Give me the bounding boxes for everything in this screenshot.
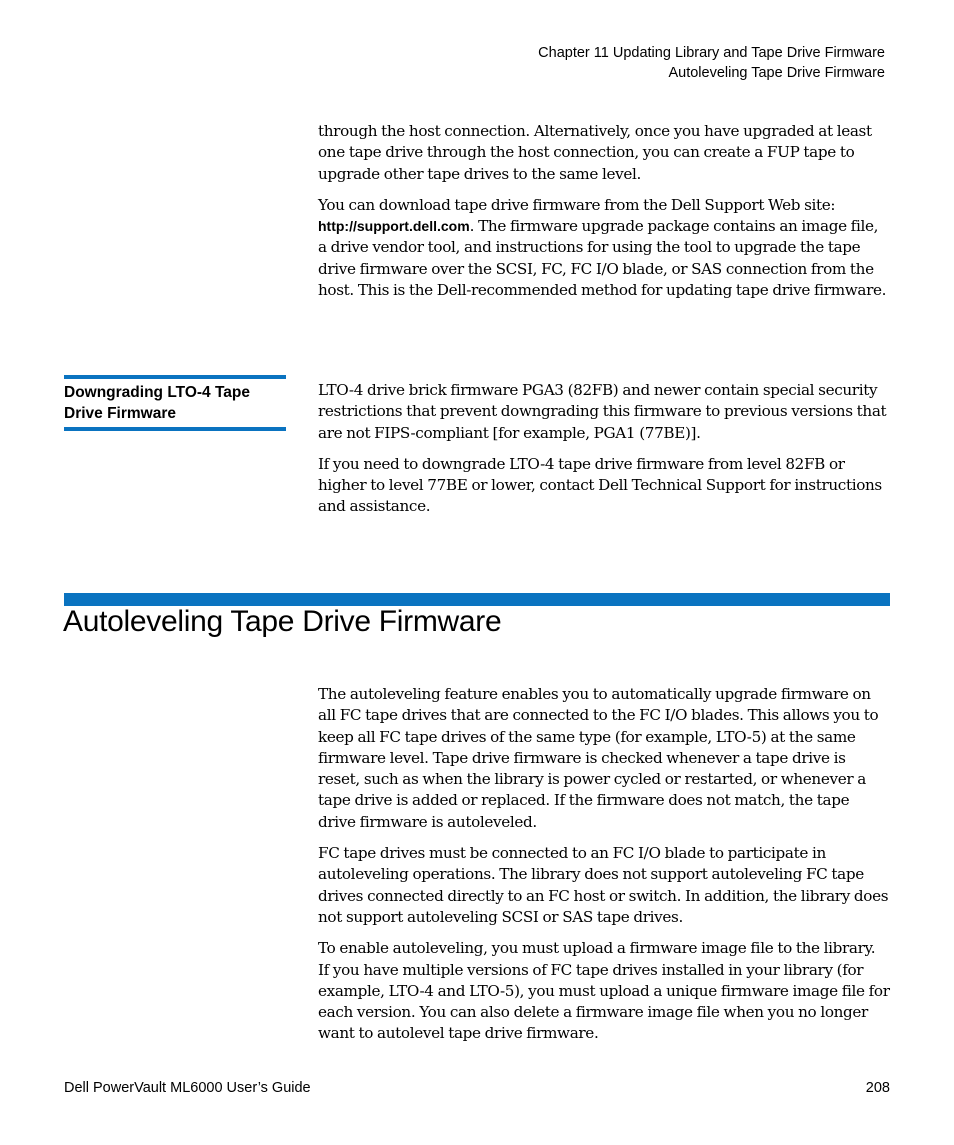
- running-header: [538, 43, 885, 83]
- section-title: Autoleveling Tape Drive Firmware: [63, 605, 502, 638]
- intro-paragraph-2-lead: You can download tape drive firmware from the Dell Support Web site:: [318, 195, 836, 214]
- intro-paragraph-2: [318, 195, 890, 301]
- header-chapter-line: Chapter 11 Updating Library and Tape Drive Firmware: [538, 45, 885, 61]
- downgrade-text-block: [318, 380, 890, 528]
- header-section-line: Autoleveling Tape Drive Firmware: [668, 65, 885, 81]
- intro-paragraph-1: through the host connection. Alternatively, once you have upgraded at least one tape drive through the host connection, you can create a FUP tape to upgrade other tape drives to the same level.: [318, 122, 872, 183]
- downgrade-paragraph-1: LTO-4 drive brick firmware PGA3 (82FB) and newer contain special security restrictions that prevent downgrading this firmware to previous versions that are not FIPS-compliant [for example, PGA1 (77BE)].: [318, 381, 887, 442]
- autoleveling-paragraph-3: To enable autoleveling, you must upload a firmware image file to the library. If you have multiple versions of FC tape drives installed in your library (for example, LTO-4 and LTO-5), you must upload a unique firmware image file for each version. You can also delete a firmware image file when you no longer want to autolevel tape drive firmware.: [318, 939, 890, 1043]
- dell-support-link[interactable]: http://support.dell.com: [318, 218, 470, 235]
- downgrade-side-heading: Downgrading LTO-4 Tape Drive Firmware: [64, 384, 250, 422]
- intro-paragraph-2-rest: . The firmware upgrade package contains an image file, a drive vendor tool, and instructions for using the tool to upgrade the tape drive firmware over the SCSI, FC, FC I/O blade, or SAS connection from the host. This is the Dell-recommended method for updating tape drive firmware.: [318, 217, 887, 300]
- footer-guide-title: Dell PowerVault ML6000 User’s Guide: [64, 1080, 311, 1096]
- footer-page-number: 208: [865, 1080, 890, 1096]
- autoleveling-text-block: [318, 684, 890, 1055]
- intro-text-block: [318, 121, 890, 311]
- autoleveling-paragraph-1: The autoleveling feature enables you to automatically upgrade firmware on all FC tape drives that are connected to the FC I/O blades. This allows you to keep all FC tape drives of the same type (for example, LTO-5) at the same firmware level. Tape drive firmware is checked whenever a tape drive is reset, such as when the library is power cycled or restarted, or whenever a tape drive is added or replaced. If the firmware does not match, the tape drive firmware is autoleveled.: [318, 685, 879, 831]
- downgrade-paragraph-2: If you need to downgrade LTO-4 tape drive firmware from level 82FB or higher to level 77BE or lower, contact Dell Technical Support for instructions and assistance.: [318, 454, 882, 516]
- downgrade-side-heading-box: [64, 375, 286, 431]
- autoleveling-paragraph-2: FC tape drives must be connected to an FC I/O blade to participate in autoleveling operations. The library does not support autoleveling FC tape drives connected directly to an FC host or switch. In addition, the library does not support autoleveling SCSI or SAS tape drives.: [318, 844, 889, 926]
